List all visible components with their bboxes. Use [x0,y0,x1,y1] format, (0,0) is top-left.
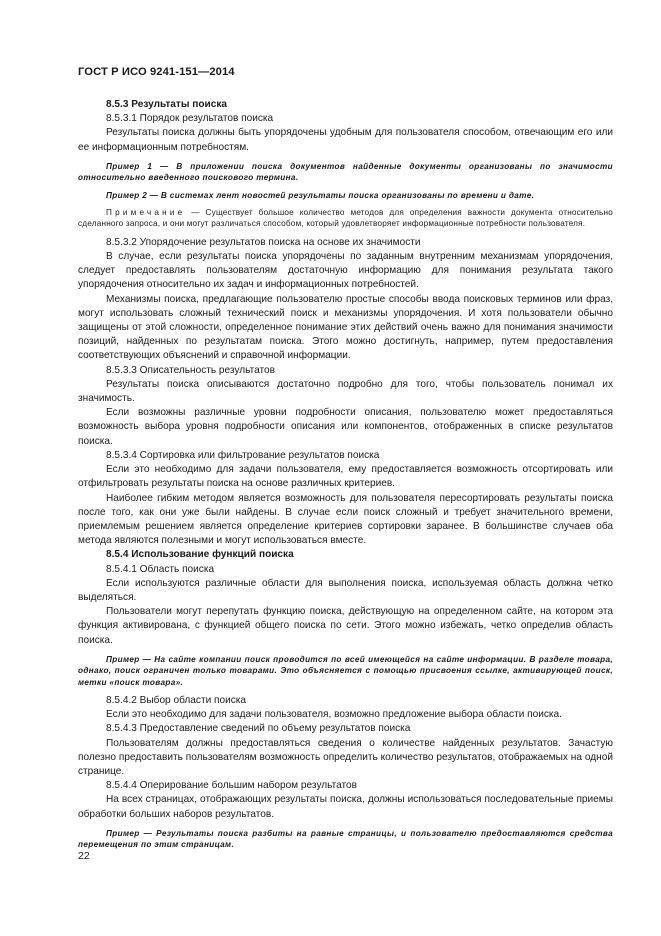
paragraph: Если это необходимо для задачи пользователя, ему предоставляется возможность отсортировать или отфильтровать результаты поиска на основе различных критериев. [78,464,613,490]
example-2: Пример 2 — В системах лент новостей результаты поиска организованы по времени и дате. [106,190,535,200]
paragraph: Если это необходимо для задачи пользователя, возможно предложение выбора области поиска. [106,709,562,721]
subsection-heading-8-5-3-3: 8.5.3.3 Описательность результатов [106,364,276,376]
example-1: Пример 1 — В приложении поиска документов найденные документы организованы по значимости относительно введенного поискового термина. [78,161,613,183]
paragraph: Наиболее гибким методом является возможность для пользователя пересортировать результаты поиска после того, как они уже были найдены. В случае если поиск сложный и требует значительного времени, приемлемым решением является определение критериев сортировки заранее. В большинстве случаев оба метода являются полезными и могут использоваться вместе. [78,492,613,547]
subsection-heading-8-5-4-1: 8.5.4.1 Область поиска [106,563,215,575]
section-heading-8-5-3: 8.5.3 Результаты поиска [106,99,227,110]
paragraph: В случае, если результаты поиска упорядочены по заданным внутренним механизмам упорядочения, следует предоставлять пользователям достаточную информацию для понимания результата такого упорядочения относительно их задач и информационных потребностей. [78,251,613,291]
note [78,207,613,230]
paragraph: Результаты поиска описываются достаточно подробно для того, чтобы пользователь понимал их значимость. [78,378,613,405]
example: Пример — На сайте компании поиск проводится по всей имеющейся на сайте информации. В разделе товара, однако, поиск ограничен только товарами. Это объясняется с помощью присвоения ссылке, активирующей поиск, метки «поиск товара». [78,654,613,687]
paragraph: Если возможны различные уровни подробности описания, пользователю может предоставляться возможность выбора уровня подробности описания или компонентов, отображенных в списке результатов поиска. [78,407,613,447]
example: Пример — Результаты поиска разбиты на равные страницы, и пользователю предоставляются средства перемещения по этим страницам. [78,828,613,850]
subsection-heading-8-5-4-3: 8.5.4.3 Предоставление сведений по объему результатов поиска [106,723,411,735]
paragraph: На всех страницах, отображающих результаты поиска, должны использоваться последовательные приемы обработки больших наборов результатов. [78,794,613,820]
paragraph: Результаты поиска должны быть упорядочены удобным для пользователя способом, отвечающим его или ее информационным потребностям. [78,127,613,153]
note-label: Примечание [106,208,186,218]
subsection-heading-8-5-4-2: 8.5.4.2 Выбор области поиска [106,694,247,706]
paragraph: Если используются различные области для выполнения поиска, используемая область должна четко выделяться. [78,577,613,603]
document-header: ГОСТ Р ИСО 9241-151—2014 [78,66,235,78]
subsection-heading-8-5-3-1: 8.5.3.1 Порядок результатов поиска [106,113,274,125]
subsection-heading-8-5-3-2: 8.5.3.2 Упорядочение результатов поиска на основе их значимости [106,236,421,248]
paragraph: Пользователям должны предоставляться сведения о количестве найденных результатов. Зачастую полезно предоставить пользователям возможность определить количество результатов, отображаемых на одной странице. [78,737,613,777]
subsection-heading-8-5-3-4: 8.5.3.4 Сортировка или фильтрование результатов поиска [106,449,380,461]
paragraph: Пользователи могут перепутать функцию поиска, действующую на определенном сайте, на котором эта функция активирована, с функцией общего поиска по сети. Этого можно избежать, четко определив область поиска. [78,606,613,646]
paragraph: Механизмы поиска, предлагающие пользователю простые способы ввода поисковых терминов или фраз, могут использовать сложный технический поиск и механизмы упорядочения. И хотя пользователи обычно защищены от этой сложности, определенное понимание этих действий очень важно для понимания значимости позиций, найденных по результатам поиска. Этого можно достигнуть, например, путем предоставления соответствующих объяснений и справочной информации. [78,293,613,362]
subsection-heading-8-5-4-4: 8.5.4.4 Оперирование большим набором результатов [106,780,358,792]
page-number: 22 [78,850,90,862]
section-heading-8-5-4: 8.5.4 Использование функций поиска [106,549,294,561]
note-text: — Существует большое количество методов для определения важности документа относительно сделанного запроса, и они могут различаться способом, который удовлетворяет информационные потребности пользователя. [78,208,613,229]
document-page [78,66,613,857]
